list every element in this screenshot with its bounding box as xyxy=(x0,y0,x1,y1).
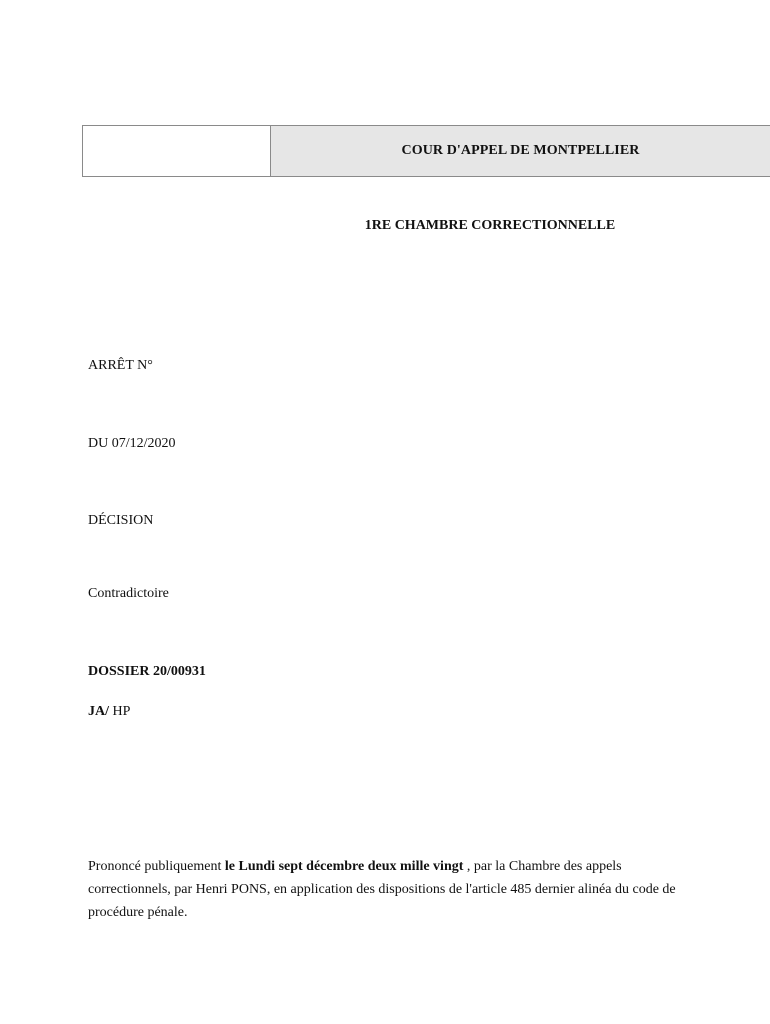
decision-label: DÉCISION xyxy=(88,513,154,528)
court-header-table xyxy=(82,125,770,177)
arret-number: ARRÊT N° xyxy=(88,358,153,373)
initials xyxy=(88,704,130,720)
initials-rest: HP xyxy=(109,704,131,719)
decision-type: Contradictoire xyxy=(88,586,169,601)
pronouncement-part1: Prononcé publiquement xyxy=(88,859,225,874)
arret-date: DU 07/12/2020 xyxy=(88,436,176,451)
court-name: COUR D'APPEL DE MONTPELLIER xyxy=(271,126,770,176)
header-empty-cell xyxy=(83,126,271,176)
pronouncement-paragraph xyxy=(88,855,688,924)
pronouncement-part2: , par la Chambre des appels correctionnels, par Henri PONS, en application des dispositions de l'article 485 dernier alinéa du code de procédure pénale. xyxy=(88,859,676,920)
dossier-number: DOSSIER 20/00931 xyxy=(88,664,206,679)
pronouncement-date: le Lundi sept décembre deux mille vingt xyxy=(224,859,464,874)
chamber-title: 1RE CHAMBRE CORRECTIONNELLE xyxy=(364,218,616,233)
initials-bold: JA/ xyxy=(88,704,109,719)
